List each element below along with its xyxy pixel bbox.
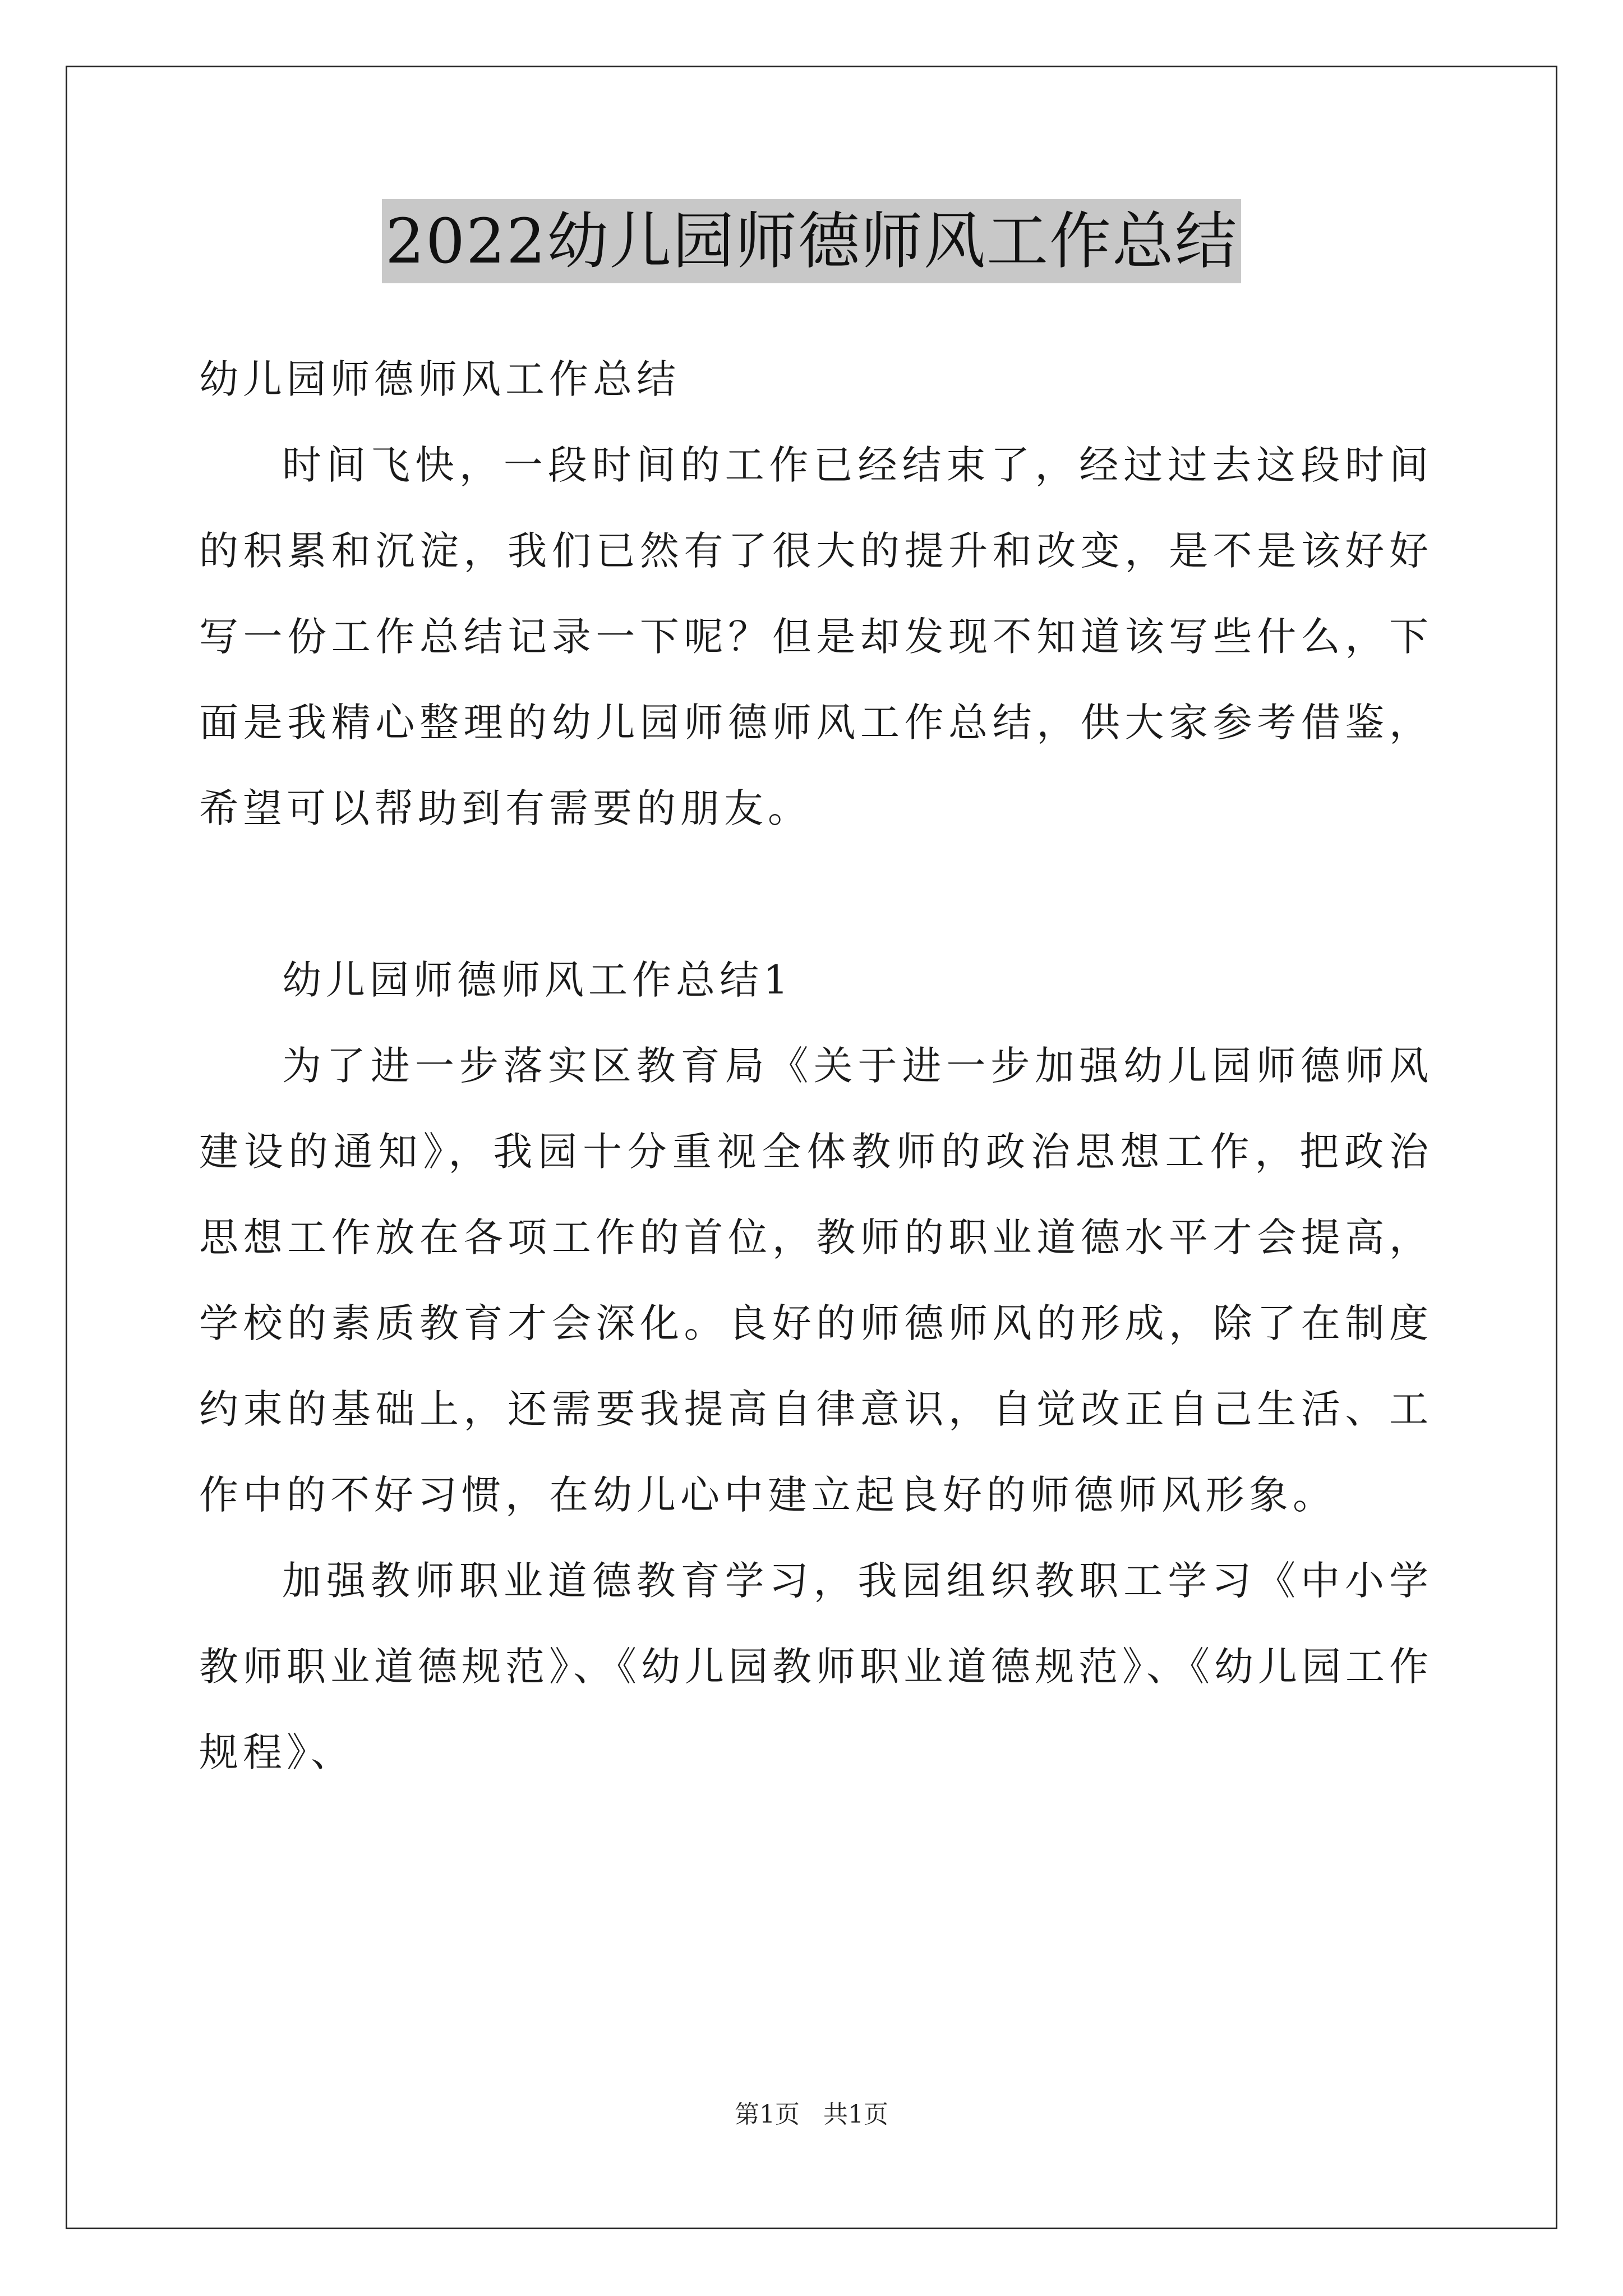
document-title: 2022幼儿园师德师风工作总结 (382, 199, 1241, 283)
document-subtitle: 幼儿园师德师风工作总结 (199, 356, 680, 402)
page-number: 第1页 (735, 2100, 800, 2129)
intro-paragraph: 时间飞快，一段时间的工作已经结束了，经过过去这段时间的积累和沉淀，我们已然有了很大的提升和改变，是不是该好好写一份工作总结记录一下呢？但是却发现不知道该写些什么，下面是我精心整理的幼儿园师德师风工作总结，供大家参考借鉴，希望可以帮助到有需要的朋友。 (199, 442, 1433, 831)
section-heading: 幼儿园师德师风工作总结1 (282, 957, 793, 1003)
page-footer (0, 2098, 1623, 2132)
document-body (199, 337, 1433, 1796)
body-paragraph-1: 为了进一步落实区教育局《关于进一步加强幼儿园师德师风建设的通知》，我园十分重视全体教师的政治思想工作，把政治思想工作放在各项工作的首位，教师的职业道德水平才会提高，学校的素质教育才会深化。良好的师德师风的形成，除了在制度约束的基础上，还需要我提高自律意识，自觉改正自己生活、工作中的不好习惯，在幼儿心中建立起良好的师德师风形象。 (199, 1043, 1433, 1518)
body-paragraph-2: 加强教师职业道德教育学习，我园组织教职工学习《中小学教师职业道德规范》、《幼儿园教师职业道德规范》、《幼儿园工作规程》、 (199, 1558, 1433, 1775)
title-container (0, 199, 1623, 283)
page-total: 共1页 (823, 2100, 888, 2129)
